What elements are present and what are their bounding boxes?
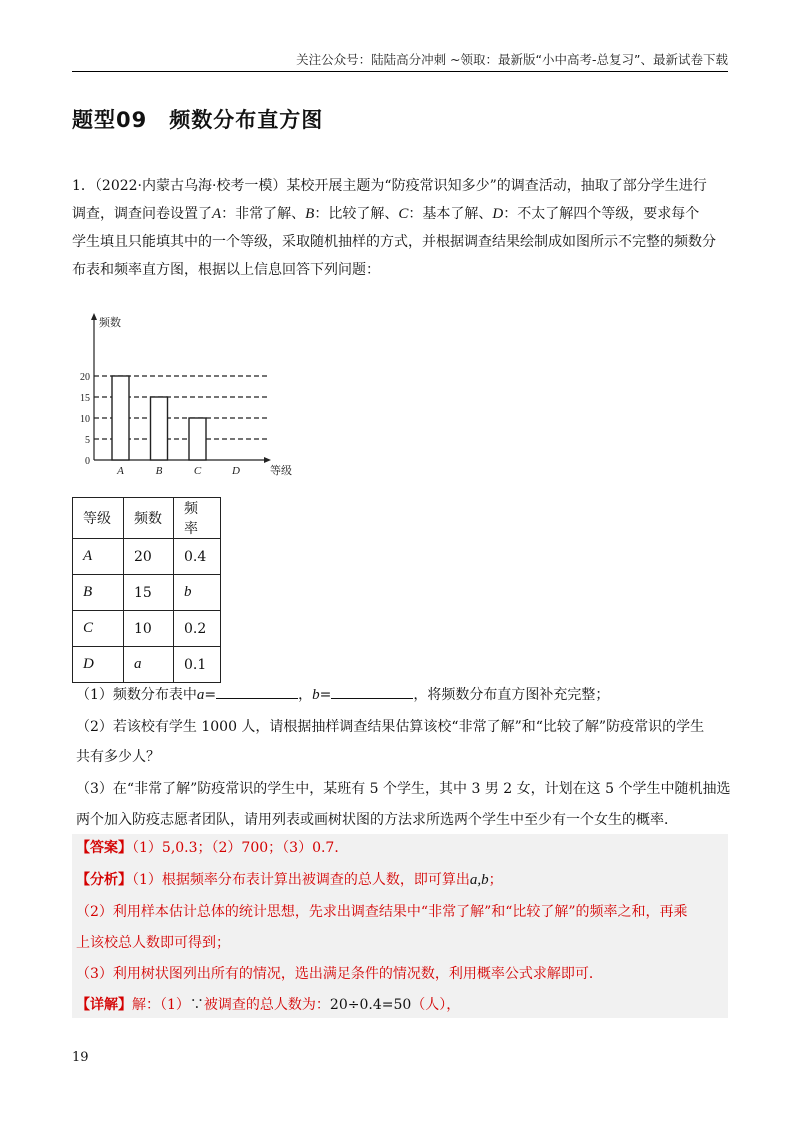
table-row bbox=[73, 647, 221, 683]
x-axis-label: 等级 bbox=[270, 464, 292, 477]
table-cell: a bbox=[124, 647, 174, 683]
y-tick-label: 5 bbox=[85, 435, 90, 446]
table-cell: 0.2 bbox=[174, 611, 221, 647]
table-header-cell: 频率 bbox=[174, 498, 221, 539]
page-header-text: 关注公众号：陆陆高分冲刺 ~领取：最新版“小中高考-总复习”、最新试卷下载 bbox=[296, 52, 728, 67]
part-3-line-1: （3）在“非常了解”防疫常识的学生中，某班有 5 个学生，其中 3 男 2 女，计划在这 5 个学生中随机抽选 bbox=[76, 781, 731, 797]
part-1: （1）频数分布表中a= ，b= ，将频数分布直方图补充完整； bbox=[76, 681, 609, 709]
table-row bbox=[73, 575, 221, 611]
y-axis-arrow-icon bbox=[91, 313, 97, 320]
part-3-line-2: 两个加入防疫志愿者团队，请用列表或画树状图的方法求所选两个学生中至少有一个女生的概率． bbox=[76, 812, 678, 828]
question-line-4: 布表和频率直方图，根据以上信息回答下列问题： bbox=[72, 262, 380, 278]
x-tick-label: A bbox=[117, 465, 124, 477]
table-cell: C bbox=[73, 611, 124, 647]
header-divider bbox=[72, 71, 728, 72]
x-tick-label: D bbox=[232, 465, 240, 477]
answer-blank-b[interactable] bbox=[331, 684, 413, 699]
y-axis-label: 频数 bbox=[99, 316, 121, 329]
frequency-histogram bbox=[72, 308, 302, 483]
table-cell: b bbox=[174, 575, 221, 611]
y-tick-label: 20 bbox=[80, 372, 90, 383]
answer-line: 【答案】（1）5,0.3；（2）700；（3）0.7． bbox=[76, 840, 349, 856]
table-cell: D bbox=[73, 647, 124, 683]
question-line-2: 调查，调查问卷设置了A：非常了解、B：比较了解、C：基本了解、D：不太了解四个等级，要求每个 bbox=[72, 206, 700, 222]
part-2-line-1: （2）若该校有学生 1000 人，请根据抽样调查结果估算该校“非常了解”和“比较了解”防疫常识的学生 bbox=[76, 719, 705, 735]
y-tick-label: 10 bbox=[80, 414, 90, 425]
table-cell: 0.1 bbox=[174, 647, 221, 683]
analysis-line-2: （2）利用样本估计总体的统计思想，先求出调查结果中“非常了解”和“比较了解”的频率之和，再乘 bbox=[76, 904, 688, 920]
bar-A bbox=[112, 376, 129, 460]
analysis-line-4: （3）利用树状图列出所有的情况，选出满足条件的情况数，利用概率公式求解即可． bbox=[76, 966, 603, 982]
analysis-line-3: 上该校总人数即可得到； bbox=[76, 935, 230, 951]
table-row bbox=[73, 611, 221, 647]
bar-C bbox=[189, 418, 206, 460]
x-axis-arrow-icon bbox=[264, 457, 271, 463]
x-tick-label: B bbox=[155, 465, 163, 477]
y-tick-label: 0 bbox=[85, 456, 90, 467]
table-header-cell: 频数 bbox=[124, 498, 174, 539]
histogram-svg bbox=[72, 308, 302, 483]
table-cell: 0.4 bbox=[174, 539, 221, 575]
bar-B bbox=[151, 397, 168, 460]
table-cell: A bbox=[73, 539, 124, 575]
question-line-1: 1．（2022·内蒙古乌海·校考一模）某校开展主题为“防疫常识知多少”的调查活动，抽取了部分学生进行 bbox=[72, 178, 707, 194]
detail-line: 【详解】解：（1）∵被调查的总人数为：20÷0.4=50（人）， bbox=[76, 997, 461, 1013]
answer-blank-a[interactable] bbox=[216, 684, 298, 699]
frequency-table bbox=[72, 497, 221, 683]
table-cell: B bbox=[73, 575, 124, 611]
table-cell: 10 bbox=[124, 611, 174, 647]
section-title: 题型09 频数分布直方图 bbox=[72, 108, 324, 132]
table-header-cell: 等级 bbox=[73, 498, 124, 539]
y-tick-label: 15 bbox=[80, 393, 90, 404]
question-line-3: 学生填且只能填其中的一个等级，采取随机抽样的方式，并根据调查结果绘制成如图所示不完整的频数分 bbox=[72, 234, 716, 250]
table-row bbox=[73, 539, 221, 575]
table-header-row bbox=[73, 498, 221, 539]
question-1-stem bbox=[72, 172, 728, 284]
table-cell: 20 bbox=[124, 539, 174, 575]
analysis-line-1: 【分析】（1）根据频率分布表计算出被调查的总人数，即可算出a,b； bbox=[76, 872, 503, 888]
x-tick-label: C bbox=[193, 465, 202, 477]
page-number: 19 bbox=[72, 1050, 89, 1065]
part-2-line-2: 共有多少人？ bbox=[76, 749, 160, 765]
table-cell: 15 bbox=[124, 575, 174, 611]
